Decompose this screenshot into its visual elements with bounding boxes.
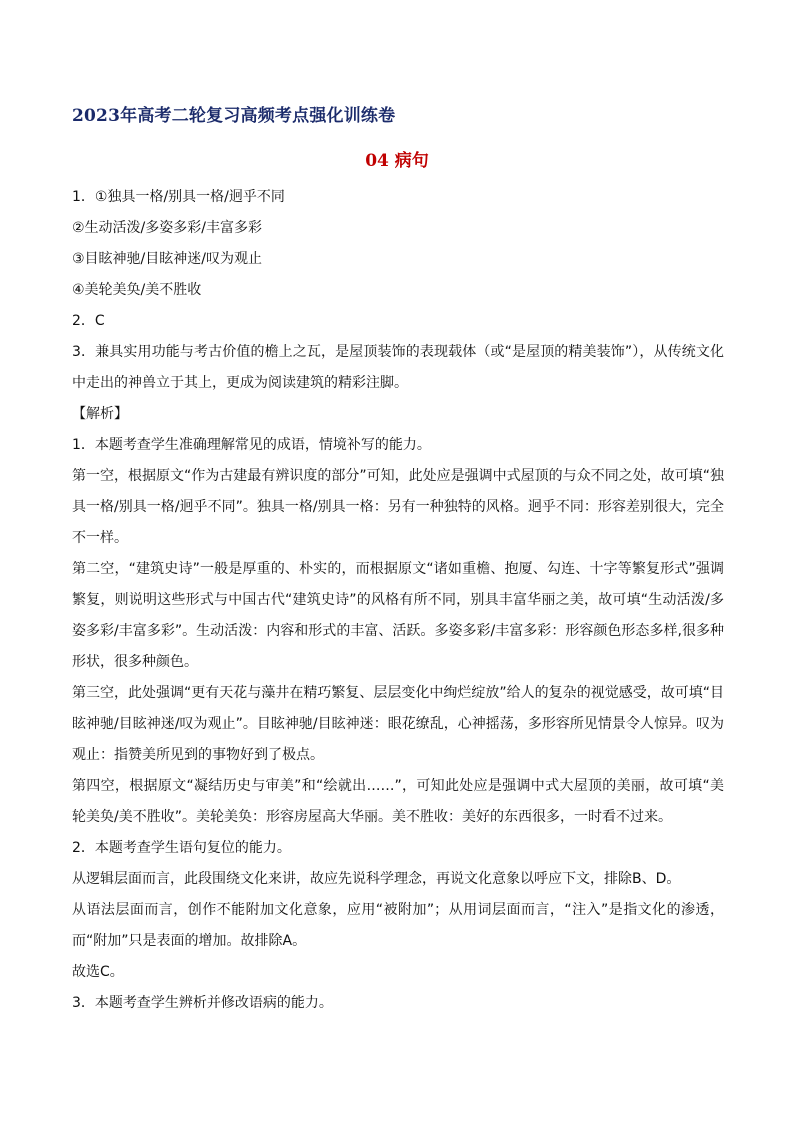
section-subtitle: 04 病句	[365, 151, 429, 171]
analysis-2-grammar: 从语法层面而言，创作不能附加文化意象，应用“被附加”；从用词层面而言，“注入”是指文化的渗透，而“附加”只是表面的增加。故排除A。	[72, 902, 724, 949]
analysis-1-blank-4: 第四空，根据原文“凝结历史与审美”和“绘就出……”，可知此处应是强调中式大屋顶的美丽，故可填“美轮美奂/美不胜收”。美轮美奂：形容房屋高大华丽。美不胜收：美好的东西很多，一时看不过来。	[72, 778, 724, 825]
analysis-3-intro: 3．本题考查学生辨析并修改语病的能力。	[72, 995, 333, 1011]
analysis-2-conclusion: 故选C。	[72, 964, 124, 980]
answer-3: 3．兼具实用功能与考古价值的檐上之瓦，是屋顶装饰的表现载体（或“是屋顶的精美装饰”），从传统文化中走出的神兽立于其上，更成为阅读建筑的精彩注脚。	[72, 344, 724, 391]
analysis-1-blank-2: 第二空，“建筑史诗”一般是厚重的、朴实的，而根据原文“诸如重檐、抱厦、勾连、十字等繁复形式”强调繁复，则说明这些形式与中国古代“建筑史诗”的风格有所不同，别具丰富华丽之美，故可填“生动活泼/多姿多彩/丰富多彩”。生动活泼：内容和形式的丰富、活跃。多姿多彩/丰富多彩：形容颜色形态多样,很多种形状，很多种颜色。	[72, 561, 724, 670]
document-body	[72, 182, 724, 1019]
answer-1-option-d: ④美轮美奂/美不胜收	[72, 282, 202, 298]
analysis-2-logic: 从逻辑层面而言，此段围绕文化来讲，故应先说科学理念，再说文化意象以呼应下文，排除B、D。	[72, 871, 681, 887]
answer-1-option-b: ②生动活泼/多姿多彩/丰富多彩	[72, 220, 262, 236]
analysis-2-intro: 2．本题考查学生语句复位的能力。	[72, 840, 291, 856]
analysis-1-blank-1: 第一空，根据原文“作为古建最有辨识度的部分”可知，此处应是强调中式屋顶的与众不同之处，故可填“独具一格/别具一格/迥乎不同”。独具一格/别具一格：另有一种独特的风格。迥乎不同：形容差别很大，完全不一样。	[72, 468, 724, 546]
document-title: 2023年高考二轮复习高频考点强化训练卷	[72, 106, 396, 126]
answer-2: 2．C	[72, 313, 105, 329]
answer-1-option-c: ③目眩神驰/目眩神迷/叹为观止	[72, 251, 262, 267]
analysis-1-intro: 1．本题考查学生准确理解常见的成语，情境补写的能力。	[72, 437, 431, 453]
analysis-1-blank-3: 第三空，此处强调“更有天花与藻井在精巧繁复、层层变化中绚烂绽放”给人的复杂的视觉感受，故可填“目眩神驰/目眩神迷/叹为观止”。目眩神驰/目眩神迷：眼花缭乱，心神摇荡，多形容所见情景令人惊异。叹为观止：指赞美所见到的事物好到了极点。	[72, 685, 724, 763]
analysis-heading: 【解析】	[72, 406, 128, 422]
answer-1-option-a: 1．①独具一格/别具一格/迥乎不同	[72, 189, 285, 205]
